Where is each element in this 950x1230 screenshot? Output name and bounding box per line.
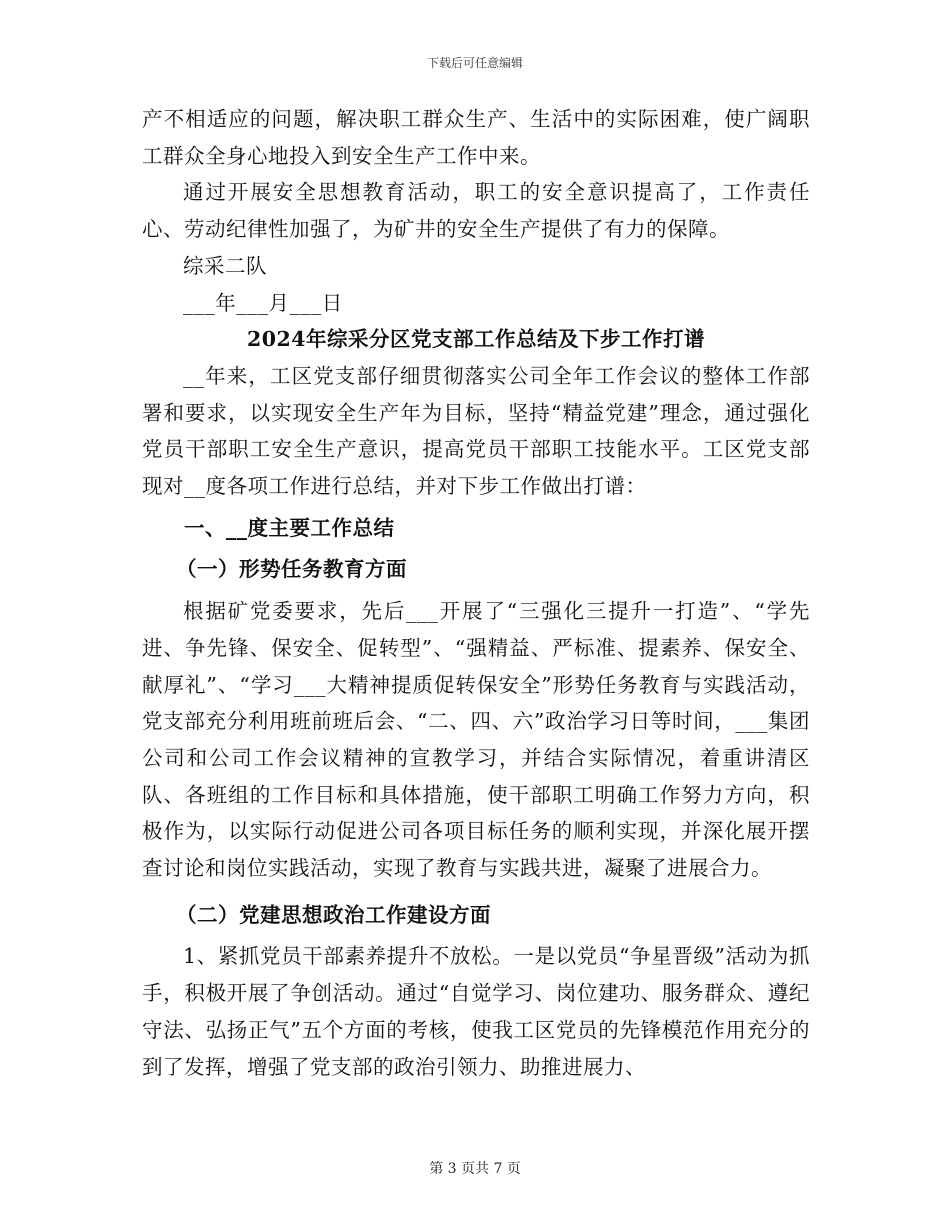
subsection-2-item-1: 1、紧抓党员干部素养提升不放松。一是以党员“争星晋级”活动为抓手，积极开展了争创活动。通过“自觉学习、岗位建功、服务群众、遵纪守法、弘扬正气”五个方面的考核，使我工区党员的先锋模范作用充分的到了发挥，增强了党支部的政治引领力、助推进展力、 bbox=[142, 944, 810, 1079]
page-footer: 第 3 页共 7 页 bbox=[429, 1161, 521, 1177]
subsection-heading-1: （一）形势任务教育方面 bbox=[176, 557, 407, 582]
document-title: 2024年综采分区党支部工作总结及下步工作打谱 bbox=[246, 327, 706, 352]
signature-line: 综采二队 bbox=[183, 253, 267, 278]
subsection-1-body: 根据矿党委要求，先后___开展了“三强化三提升一打造”、“学先进、争先锋、保安全、促转型”、“强精益、严标准、提素养、保安全、献厚礼”、“学习___大精神提质促转保安全”形势任务教育与实践活动，党支部充分利用班前班后会、“二、四、六”政治学习日等时间，___集团公司和公司工作会议精神的宣教学习，并结合实际情况，着重讲清区队、各班组的工作目标和具体措施，使干部职工明确工作努力方向，积极作为，以实际行动促进公司各项目标任务的顺利实现，并深化展开摆查讨论和岗位实践活动，实现了教育与实践共进，凝聚了进展合力。 bbox=[142, 599, 810, 881]
date-line: ___年___月___日 bbox=[183, 290, 343, 315]
document-body bbox=[142, 101, 810, 1085]
intro-paragraph: __年来，工区党支部仔细贯彻落实公司全年工作会议的整体工作部署和要求，以实现安全生产年为目标，坚持“精益党建”理念，通过强化党员干部职工安全生产意识，提高党员干部职工技能水平。工区党支部现对__度各项工作进行总结，并对下步工作做出打谱： bbox=[142, 363, 810, 499]
subsection-heading-2: （二）党建思想政治工作建设方面 bbox=[176, 902, 491, 927]
paragraph-continuation: 产不相适应的问题，解决职工群众生产、生活中的实际困难，使广阔职工群众全身心地投入到安全生产工作中来。 bbox=[142, 107, 810, 168]
section-heading-1: 一、__度主要工作总结 bbox=[184, 515, 395, 540]
page-header: 下载后可任意编辑 bbox=[426, 56, 523, 70]
paragraph-summary: 通过开展安全思想教育活动，职工的安全意识提高了，工作责任心、劳动纪律性加强了，为矿井的安全生产提供了有力的保障。 bbox=[142, 180, 810, 242]
